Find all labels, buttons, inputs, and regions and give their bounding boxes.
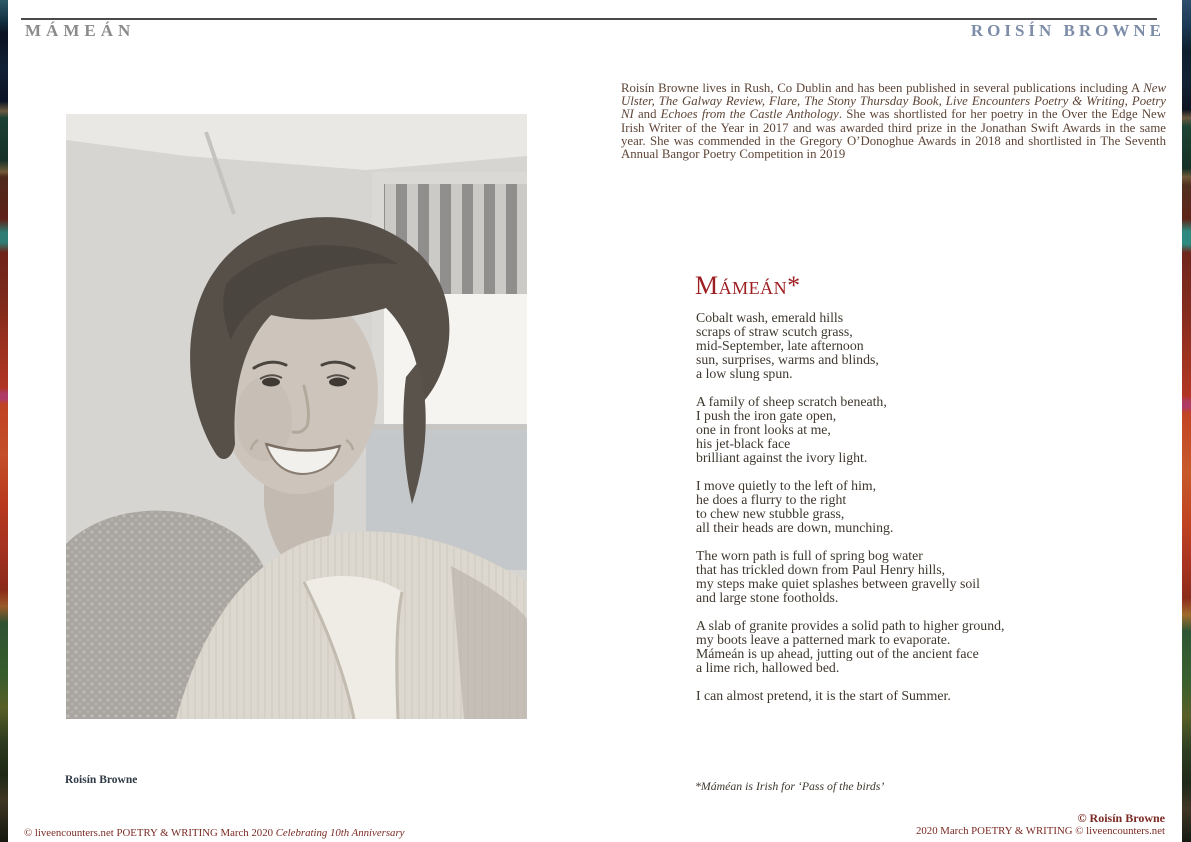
text-run: and (633, 107, 661, 122)
poem-line: I can almost pretend, it is the start of Summer. (696, 688, 951, 703)
poem-line: brilliant against the ivory light. (696, 450, 868, 465)
window (366, 172, 527, 570)
text-run: Echoes from the Castle Anthology (660, 107, 839, 122)
poem-line: he does a flurry to the right (696, 492, 847, 507)
text-run: © liveencounters.net POETRY & WRITING March 2020 (24, 827, 276, 839)
text-run: . She was shortlisted for her poetry in the Over the Edge New Irish Writer of the Year in 2017 and was awarded third prize in the Jonathan Swift Awards in the same year. She was commended in the Gregory O’Donoghue Awards in 2018 and shortlisted in The Seventh Annual Bangor Poetry Competition in 2019 (621, 107, 1166, 162)
poem-line: Mámeán is up ahead, jutting out of the ancient face (696, 646, 979, 661)
poem-line: a low slung spun. (696, 366, 793, 381)
text-run: Celebrating 10th Anniversary (275, 827, 405, 839)
window-sill (372, 424, 527, 430)
portrait-photo-image (66, 114, 527, 719)
poem-line: mid-September, late afternoon (696, 338, 864, 353)
text-run: Roisín Browne lives in Rush, Co Dublin and has been published in several publications including A (621, 80, 1144, 95)
poem-line: one in front looks at me, (696, 422, 831, 437)
poem-line: sun, surprises, warms and blinds, (696, 352, 879, 367)
poem-stanza (696, 479, 1004, 535)
poem-stanza (696, 619, 1004, 675)
author-name-header: ROISÍN BROWNE (970, 21, 1165, 40)
poem-line: A slab of granite provides a solid path to higher ground, (696, 618, 1005, 633)
text-run: New Ulster, The Galway Review, Flare, The Stony Thursday Book, Live Encounters Poetry & Writing, Poetry NI (621, 80, 1166, 122)
page-title: MÁMEÁN (25, 21, 136, 40)
author-bio (621, 82, 1166, 162)
poem-line: to chew new stubble grass, (696, 506, 845, 521)
poem-stanza (696, 549, 1004, 605)
poem-stanza (696, 689, 1004, 703)
poem-line: I push the iron gate open, (696, 408, 837, 423)
header-rule (21, 18, 1157, 20)
footer-left (24, 827, 404, 839)
poem-line: all their heads are down, munching. (696, 520, 894, 535)
poem-footnote: *Máméan is Irish for ‘Pass of the birds’ (695, 779, 885, 793)
poem-line: my boots leave a patterned mark to evaporate. (696, 632, 951, 647)
poem-line: Cobalt wash, emerald hills (696, 310, 844, 325)
poem-line: The worn path is full of spring bog water (696, 548, 923, 563)
portrait-photo (66, 114, 527, 719)
poem-line: and large stone footholds. (696, 590, 839, 605)
poem-title: Mámeán* (695, 271, 801, 300)
poem-line: his jet-black face (696, 436, 791, 451)
photo-caption: Roisín Browne (65, 774, 138, 786)
poem-stanza (696, 311, 1004, 381)
left-edge-image-strip (0, 0, 8, 842)
poem-stanza (696, 395, 1004, 465)
footer-publication-line: 2020 March POETRY & WRITING © liveencounters.net (916, 825, 1165, 837)
footer-right (916, 812, 1165, 837)
poem-body (696, 311, 1004, 717)
footer-copyright-author: © Roisín Browne (1077, 811, 1165, 825)
poem-line: A family of sheep scratch beneath, (696, 394, 887, 409)
poem-line: that has trickled down from Paul Henry hills, (696, 562, 946, 577)
poem-line: my steps make quiet splashes between gravelly soil (696, 576, 980, 591)
right-edge-image-strip (1182, 0, 1191, 842)
poem-line: a lime rich, hallowed bed. (696, 660, 840, 675)
poem-line: scraps of straw scutch grass, (696, 324, 853, 339)
poem-line: I move quietly to the left of him, (696, 478, 877, 493)
